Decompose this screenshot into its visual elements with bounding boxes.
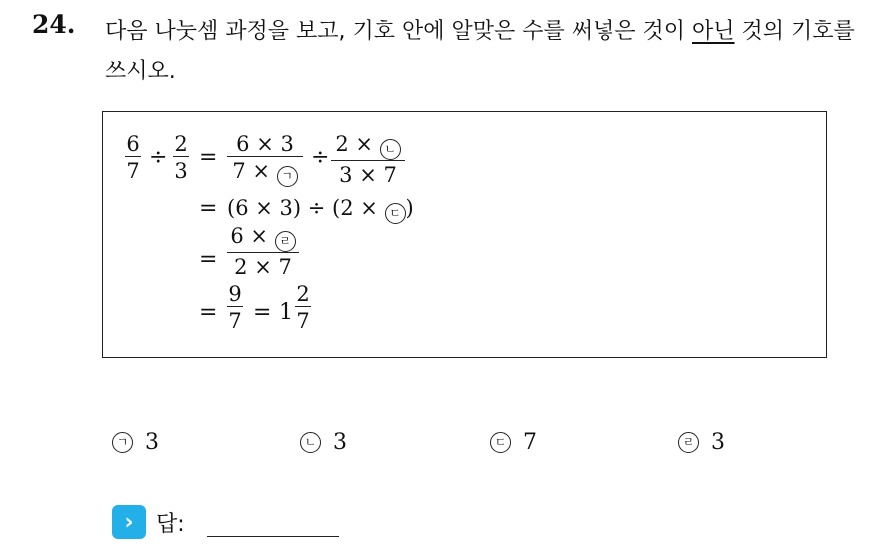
- fraction-2xb-over-3x7: [331, 132, 405, 187]
- fraction-denominator: 2 × 7: [227, 252, 299, 279]
- question-text-underlined: 아닌: [691, 19, 735, 44]
- choice-rieul[interactable]: [678, 430, 725, 455]
- fraction-denominator: 3: [173, 156, 189, 183]
- question-text-after: 것의 기호를 쓰시오.: [105, 19, 855, 84]
- choice-symbol: ㄴ: [300, 432, 321, 453]
- fraction-numerator: 2: [296, 282, 310, 306]
- equals-sign: =: [199, 145, 218, 170]
- choice-digeut[interactable]: [490, 430, 537, 455]
- question-text-before: 다음 나눗셈 과정을 보고, 기호 안에 알맞은 수를 써넣은 것이: [105, 19, 692, 44]
- choice-value: 7: [523, 430, 537, 455]
- circled-symbol-giyeok: ㄱ: [277, 166, 298, 187]
- choice-value: 3: [333, 430, 347, 455]
- choice-symbol: ㄷ: [490, 432, 511, 453]
- numerator-text: 2 ×: [335, 132, 380, 156]
- fraction-numerator: 9: [228, 282, 242, 306]
- divide-sign: ÷: [311, 145, 330, 170]
- circled-symbol-rieul: ㄹ: [275, 231, 296, 252]
- arrow-right-icon: ›: [112, 505, 146, 539]
- answer-area: [112, 505, 339, 539]
- answer-blank[interactable]: [207, 536, 339, 537]
- work-box: [102, 111, 827, 358]
- fraction-numerator: 2: [174, 132, 188, 156]
- denominator-text: 7 ×: [232, 159, 277, 183]
- fraction-denominator: 7: [295, 306, 311, 333]
- choice-nieun[interactable]: [300, 430, 347, 455]
- fraction-9-7: [227, 282, 243, 333]
- fraction-denominator: 3 × 7: [331, 160, 405, 187]
- choice-symbol: ㄹ: [678, 432, 699, 453]
- circled-symbol-digeut: ㄷ: [385, 203, 406, 224]
- fraction-6xd-over-2x7: [227, 224, 299, 279]
- fraction-2-3: [173, 132, 189, 183]
- fraction-denominator: 7: [227, 306, 243, 333]
- question-number: 24.: [32, 10, 76, 39]
- question-text: [105, 12, 875, 92]
- fraction-numerator: 6: [126, 132, 140, 156]
- circled-symbol-nieun: ㄴ: [380, 139, 401, 160]
- fraction-denominator: [227, 156, 303, 187]
- line2-close-paren: ): [405, 196, 414, 220]
- fraction-numerator: 6 × 3: [236, 132, 294, 156]
- fraction-denominator: 7: [125, 156, 141, 183]
- fraction-2-7: [295, 282, 311, 333]
- equals-sign: =: [199, 196, 218, 221]
- fraction-numerator: [331, 132, 405, 160]
- choice-symbol: ㄱ: [112, 432, 133, 453]
- numerator-text: 6 ×: [230, 224, 275, 248]
- equals-sign: =: [199, 300, 218, 325]
- mixed-whole-number: 1: [279, 300, 293, 325]
- choice-value: 3: [711, 430, 725, 455]
- equals-sign: =: [199, 247, 218, 272]
- divide-sign: ÷: [149, 145, 168, 170]
- answer-label: 답:: [156, 511, 185, 537]
- equals-sign: =: [253, 300, 272, 325]
- fraction-6-7: [125, 132, 141, 183]
- line2-text: (6 × 3) ÷ (2 ×: [227, 196, 385, 220]
- fraction-numerator: [227, 224, 299, 252]
- choice-giyeok[interactable]: [112, 430, 159, 455]
- fraction-6x3-over-7xa: [227, 132, 303, 187]
- line2-expression: [227, 196, 414, 224]
- choice-value: 3: [145, 430, 159, 455]
